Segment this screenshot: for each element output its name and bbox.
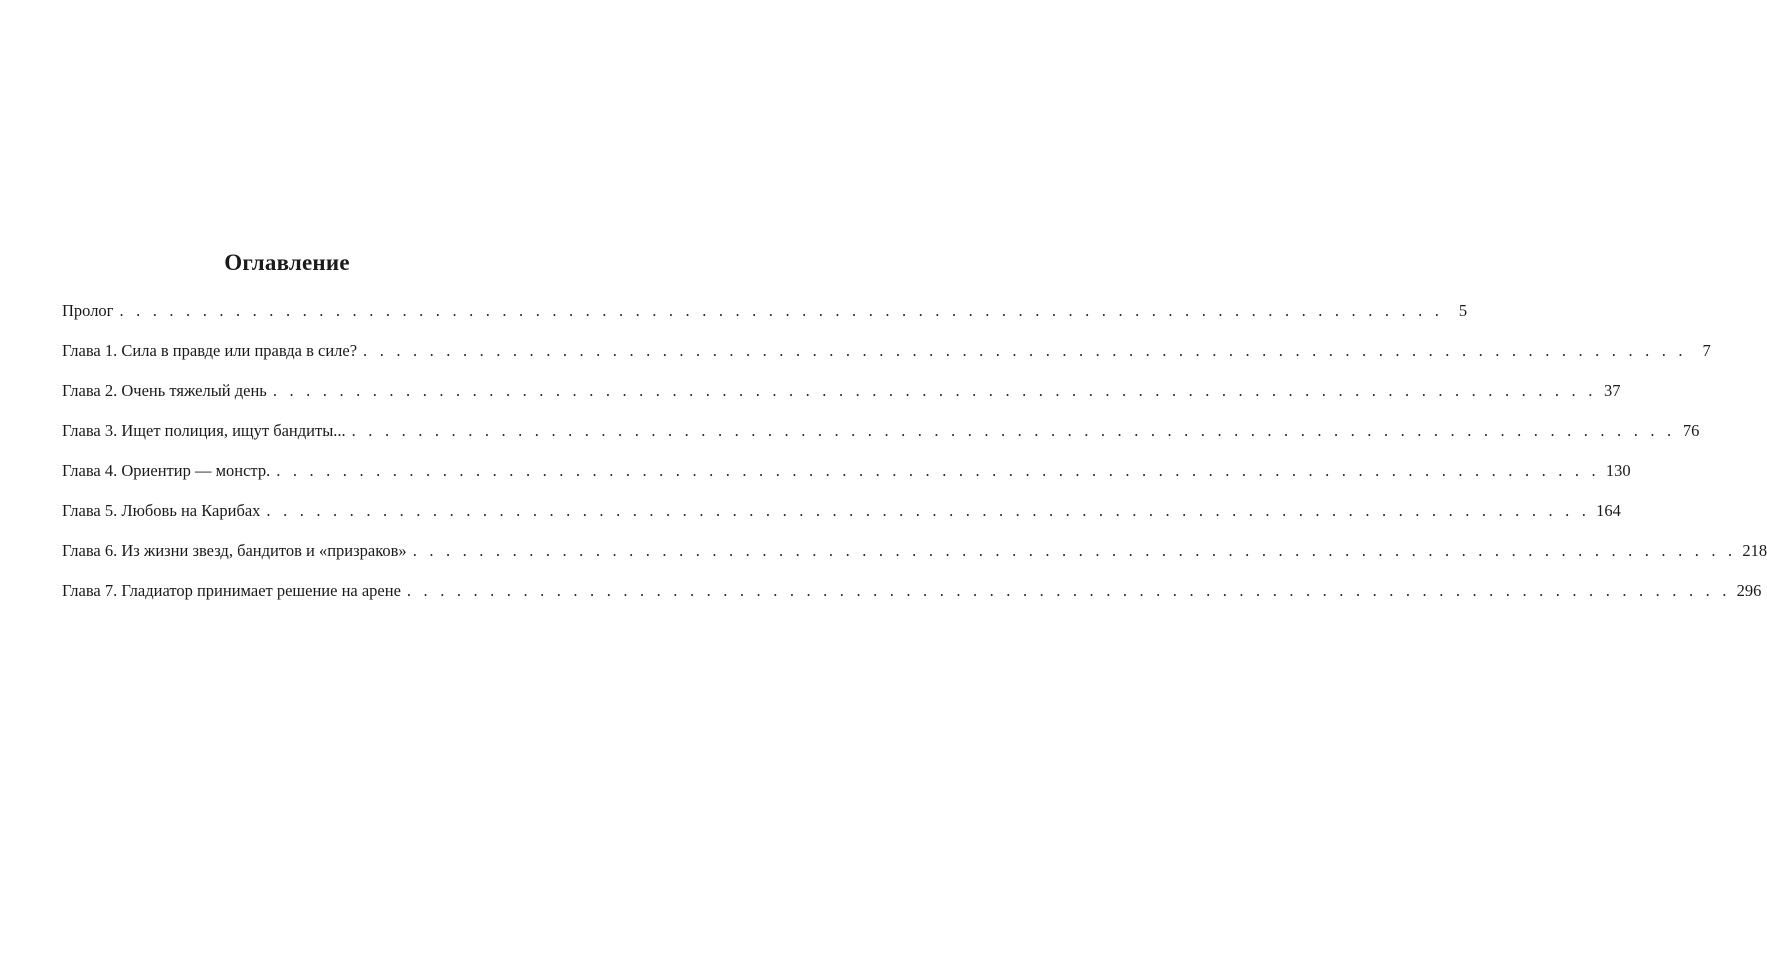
toc-entry-chapter-4 <box>62 458 1631 498</box>
dot-leader: . . . . . . . . . . . . . . . . . . . . . . . . . . . . . . . . . . . . . . . . . . . . . . . . . . . . . . . . . . . . . . . . . . . . . . . . . . . . . . . . <box>276 461 1600 480</box>
toc-entry-page: 218 <box>1742 541 1767 560</box>
dot-leader: . . . . . . . . . . . . . . . . . . . . . . . . . . . . . . . . . . . . . . . . . . . . . . . . . . . . . . . . . . . . . . . . . . . . . . . . . . . . . . . . <box>119 301 1444 320</box>
toc-entry-chapter-5 <box>62 498 1621 538</box>
toc-entry-title: Глава 4. Ориентир — монстр. <box>62 461 271 480</box>
dot-leader: . . . . . . . . . . . . . . . . . . . . . . . . . . . . . . . . . . . . . . . . . . . . . . . . . . . . . . . . . . . . . . . . . . . . . . . . . . . . . . . . <box>351 421 1676 440</box>
toc-entry-title: Глава 1. Сила в правде или правда в силе? <box>62 341 358 360</box>
toc-entry-title: Глава 6. Из жизни звезд, бандитов и «призраков» <box>62 541 407 560</box>
toc-entry-page: 296 <box>1736 581 1762 600</box>
dot-leader: . . . . . . . . . . . . . . . . . . . . . . . . . . . . . . . . . . . . . . . . . . . . . . . . . . . . . . . . . . . . . . . . . . . . . . . . . . . . . . . . <box>272 381 1597 400</box>
table-of-contents <box>62 298 1767 618</box>
toc-entry-page: 164 <box>1596 501 1621 520</box>
toc-entry-title: Глава 7. Гладиатор принимает решение на арене <box>62 581 401 600</box>
toc-entry-prologue <box>62 298 1468 338</box>
toc-entry-page: 7 <box>1702 341 1711 360</box>
dot-leader: . . . . . . . . . . . . . . . . . . . . . . . . . . . . . . . . . . . . . . . . . . . . . . . . . . . . . . . . . . . . . . . . . . . . . . . . . . . . . . . . <box>412 541 1737 560</box>
toc-entry-chapter-6 <box>62 538 1767 578</box>
toc-entry-page: 76 <box>1682 421 1700 440</box>
toc-entry-title: Глава 3. Ищет полиция, ищут бандиты... <box>62 421 346 440</box>
toc-entry-title: Глава 5. Любовь на Карибах <box>62 501 261 520</box>
dot-leader: . . . . . . . . . . . . . . . . . . . . . . . . . . . . . . . . . . . . . . . . . . . . . . . . . . . . . . . . . . . . . . . . . . . . . . . . . . . . . . . . <box>266 501 1591 520</box>
toc-entry-chapter-2 <box>62 378 1621 418</box>
toc-entry-page: 5 <box>1458 301 1468 320</box>
toc-entry-title: Пролог <box>62 301 114 320</box>
toc-entry-chapter-7 <box>62 578 1762 618</box>
toc-entry-page: 37 <box>1604 381 1621 400</box>
toc-entry-title: Глава 2. Очень тяжелый день <box>62 381 267 400</box>
dot-leader: . . . . . . . . . . . . . . . . . . . . . . . . . . . . . . . . . . . . . . . . . . . . . . . . . . . . . . . . . . . . . . . . . . . . . . . . . . . . . . . . <box>406 581 1731 600</box>
toc-entry-chapter-3 <box>62 418 1700 458</box>
dot-leader: . . . . . . . . . . . . . . . . . . . . . . . . . . . . . . . . . . . . . . . . . . . . . . . . . . . . . . . . . . . . . . . . . . . . . . . . . . . . . . . . <box>363 341 1687 360</box>
toc-entry-page: 130 <box>1605 461 1631 480</box>
toc-heading: Оглавление <box>224 250 350 275</box>
toc-entry-chapter-1 <box>62 338 1711 378</box>
